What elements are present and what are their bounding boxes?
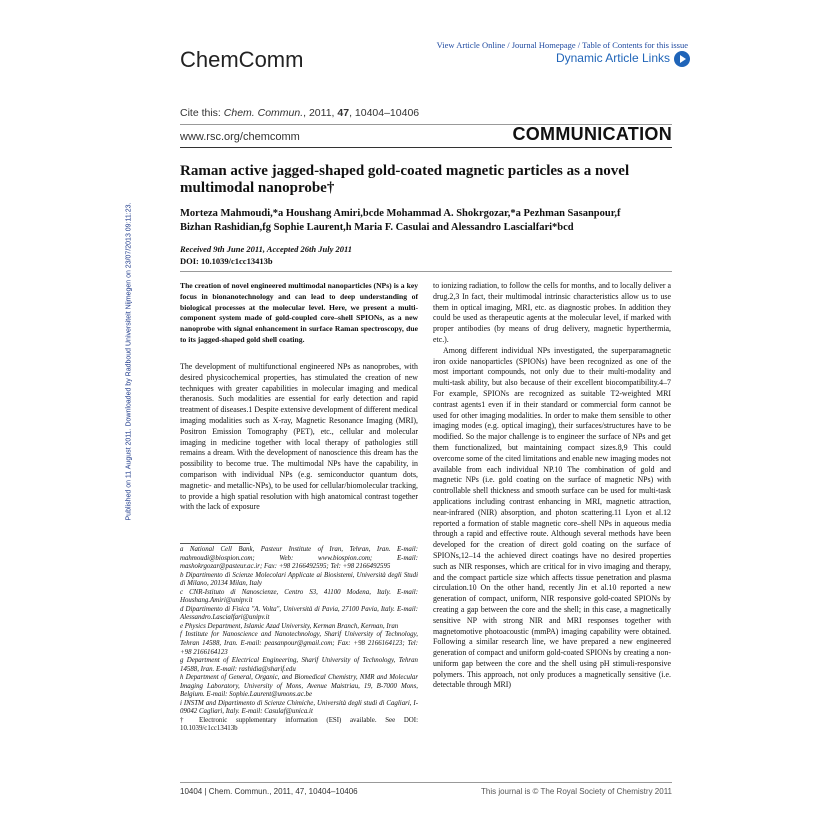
title-divider <box>180 147 672 148</box>
footer-copyright: This journal is © The Royal Society of Chemistry 2011 <box>480 787 672 796</box>
footer-divider <box>180 782 672 783</box>
footer-citation: 10404 | Chem. Commun., 2011, 47, 10404–10406 <box>180 787 358 796</box>
paragraph: to ionizing radiation, to follow the cells for months, and to locally deliver a drug.2,3 In fact, their multimodal intrinsic characteristics allow us to use them in optical imaging, MRI, etc. as diagnostic probes. In addition they could be used as therapeutic agents at the molecular level, if marked with proper antibodies (by means of drug delivery, magnetic hyperthermia, etc.). <box>433 281 671 344</box>
authors-line-2: Bizhan Rashidian,fg Sophie Laurent,h Maria F. Casulai and Alessandro Lascialfari*bcd <box>180 222 574 233</box>
play-arrow-icon[interactable] <box>674 51 690 67</box>
body-text-right <box>433 281 671 691</box>
footnote: h Department of General, Organic, and Biomedical Chemistry, NMR and Molecular Imaging Laboratory, University of Mons, Avenue Maistriau, 19, B-7000 Mons, Belgium. E-mail: Sophie.Laurent@umons.ac.be <box>180 674 418 699</box>
view-article-links[interactable]: View Article Online / Journal Homepage / Table of Contents for this issue <box>436 40 688 50</box>
footnote: e Physics Department, Islamic Azad University, Kerman Branch, Kerman, Iran <box>180 622 399 630</box>
footnote: c CNR-Istituto di Nanoscienze, Centro S3, 41100 Modena, Italy. E-mail: Houshang.Amiri@unipv.it <box>180 588 418 605</box>
cite-prefix: Cite this: <box>180 107 224 119</box>
footnote: d Dipartimento di Fisica "A. Volta", Università di Pavia, 27100 Pavia, Italy. E-mail: Alessandro.Lascialfari@unipv.it <box>180 605 418 622</box>
received-dates: Received 9th June 2011, Accepted 26th July 2011 <box>180 244 353 254</box>
article-doi: DOI: 10.1039/c1cc13413b <box>180 256 273 266</box>
dynamic-article-links[interactable]: Dynamic Article Links <box>555 51 670 65</box>
article-type: COMMUNICATION <box>512 124 672 144</box>
cite-volume: 47 <box>337 107 350 119</box>
footnote: f Institute for Nanoscience and Nanotechnology, Sharif University of Technology, Tehran 14588, Iran. E-mail: peasanpour@gmail.com; Fax: +98 2166164123; Tel: +98 2166164123 <box>180 631 418 656</box>
footnote: b Dipartimento di Scienze Molecolari Applicate ai Biosistemi, Università degli Studi di Milano, 20134 Milan, Italy <box>180 571 418 588</box>
cite-this <box>180 107 419 119</box>
footnote: a National Cell Bank, Pasteur Institute of Iran, Tehran, Iran. E-mail: mahmoudi@biospion.com; Web: www.biospion.com; E-mail: mashokrgozar@pasteur.ac.ir; Fax: +98 2166492595; Tel: +98 2166492595 <box>180 546 418 571</box>
side-note-text: Published on 11 August 2011. Downloaded by Radboud Universiteit Nijmegen on 23/07/2013 09:11:23. <box>125 202 133 521</box>
footnote-rule <box>180 543 250 544</box>
side-download-note <box>122 180 136 550</box>
footnote: i INSTM and Dipartimento di Scienze Chimiche, Università degli studi di Cagliari, I-09042 Cagliari, Italy. E-mail: Casulaf@unica.it <box>180 699 418 716</box>
cite-year: , 2011, <box>303 107 338 119</box>
journal-url[interactable]: www.rsc.org/chemcomm <box>180 131 300 143</box>
affiliation-footnotes <box>180 546 418 734</box>
author-list <box>180 207 670 235</box>
meta-divider <box>180 271 672 272</box>
footnote: g Department of Electrical Engineering, Sharif University of Technology, Tehran 14588, Iran. E-mail: rashidia@sharif.edu <box>180 657 418 673</box>
paragraph: Among different individual NPs investigated, the superparamagnetic iron oxide nanoparticles (SPIONs) have been recognized as one of the most important compounds, not only due to their multi-modality and multi-task ability, but also because of their excellent biocompatibility.4–7 For example, SPIONs are recognized as suitable T2-weighted MRI contrast agents1 even if in their standard or commercial form cannot be used for other imaging modalities. In order to make them sensible to other imaging modes (e.g. optical imaging), their surfaces/structures have to be modified. So the major challenge is to engineer the surface of NPs and get them functionalized, but maintaining compact sizes.8,9 This could overcome some of the cited limitations and enable new imaging modes not available from each individual NP.10 The combination of gold and magnetic NPs (i.e. gold coating on the surface of magnetic NPs) with controllable shell thickness and smooth surface can be used for multi-task applications including contrast enhancing in MRI, magnetic attraction, near-infrared (NIR) absorption, and photon scattering.11 Lyon et al.12 reported a formation of stable magnetic core–shell NPs in aqueous media through a rapid and effective route. Although several methods have been developed for the creation of direct gold coating on the surface of SPIONs,12–14 the achieved direct coatings have no desired properties such as NIR responses, which are critical for in vivo imaging and therapy, and the compact particle size which affects tissue penetration and plasma circulation.10 On the other hand, recently Jin et al.10 reported a new generation of compact, uniform, NIR responsive gold-coated SPIONs by creating a gap between the core and the shell; in this case, a magnetically sensitive NP with strong NIR and MRI responses together with magnetomotive photoacoustic (mmPA) imaging capability were obtained. Following a similar research line, we have prepared a new engineered generation of compact and uniform gold-coated SPIONs by creating a non-uniform gap between the core and the shell using pH stimuli-responsive polymers. This approach, not only produces a magnetically sensitive (i.e. detectable through MRI) <box>433 345 671 690</box>
abstract: The creation of novel engineered multimodal nanoparticles (NPs) is a key focus in bionanotechnology and can lead to deep understanding of biological processes at the molecular level. Here, we present a multi-component system made of gold-coupled core–shell SPIONs, as a new nanoprobe with signal enhancement in surface Raman spectroscopy, due to its jagged-shaped gold shell coating. <box>180 281 418 344</box>
cite-journal: Chem. Commun. <box>223 107 304 119</box>
footnote-esi: † Electronic supplementary information (ESI) available. See DOI: 10.1039/c1cc13413b <box>180 716 418 733</box>
body-text-left: The development of multifunctional engineered NPs as nanoprobes, with desired physicochemical properties, has stimulated the creation of new techniques with greater capabilities in molecular imaging and medical theranosis. Such modalities are essential for early detection and rapid treatment of diseases.1 Despite extensive development of different medical imaging modalities such as X-ray, Magnetic Resonance Imaging (MRI), Positron Emission Tomography (PET), etc., cellular and molecular imaging in medicine together with local therapy of pathologies still remains a dream. With the development of nanoscience this dream has the possibility to become true. The multimodal NPs have the capability, in comparison with individual NPs (e.g. semiconductor quantum dots, magnetic- and metallic-NPs), to be used for cellular/biomolecular tracking, to provide a high spatial resolution with high anatomical contrast together with the lack of exposure <box>180 362 418 512</box>
article-title: Raman active jagged-shaped gold-coated magnetic particles as a novel multimodal nanoprobe† <box>180 163 630 196</box>
cite-pages: , 10404–10406 <box>349 107 420 119</box>
journal-name: ChemComm <box>180 47 304 72</box>
authors-line-1: Morteza Mahmoudi,*a Houshang Amiri,bcde Mohammad A. Shokrgozar,*a Pezhman Sasanpour,f <box>180 208 621 219</box>
